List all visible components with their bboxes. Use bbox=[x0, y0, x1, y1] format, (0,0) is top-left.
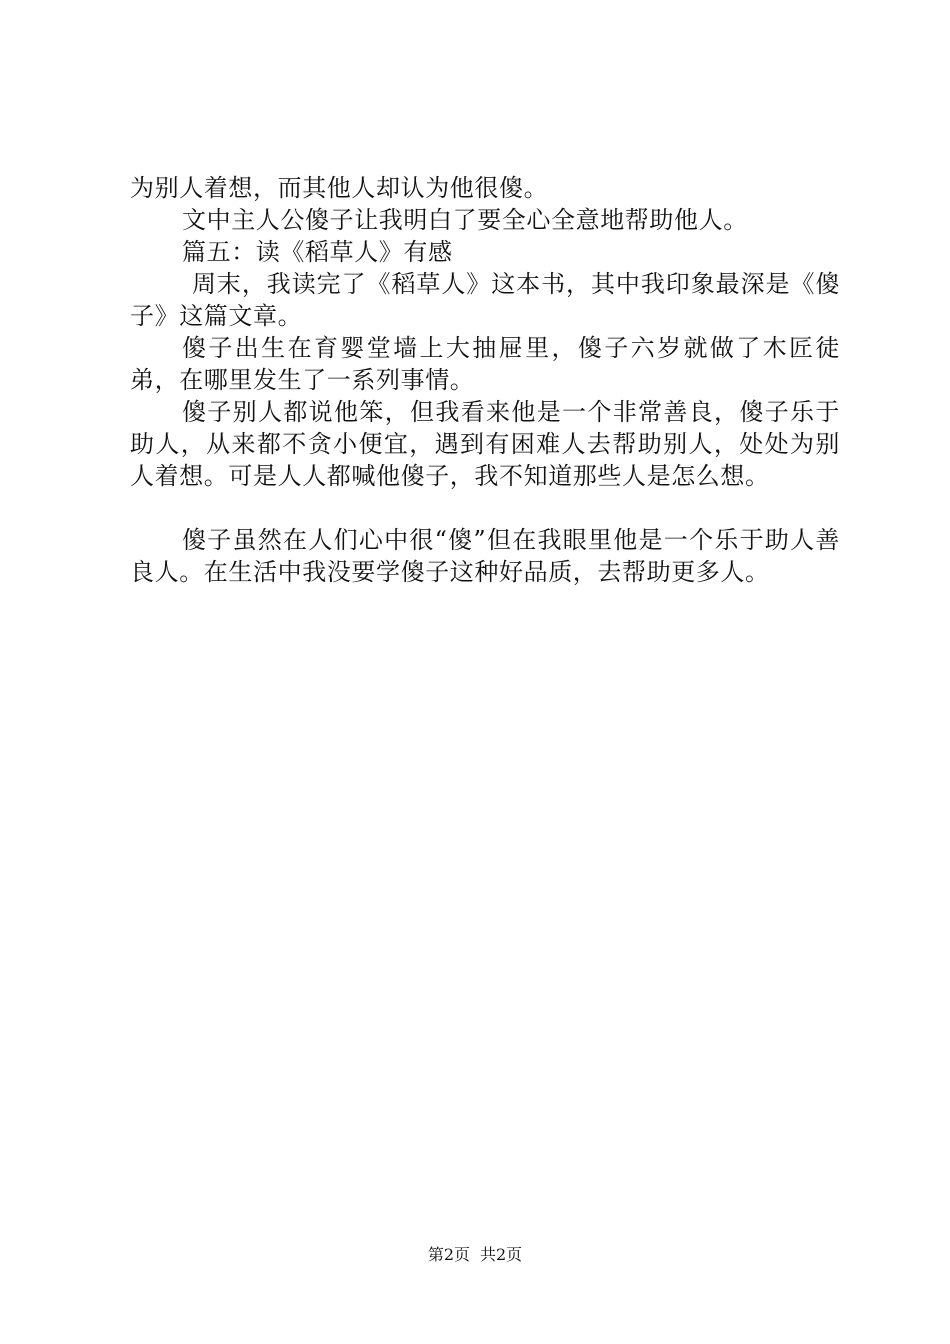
page-total: 共2页 bbox=[480, 1245, 523, 1264]
paragraph-conclusion: 傻子虽然在人们心中很“傻”但在我眼里他是一个乐于助人善良人。在生活中我没要学傻子这种好品质，去帮助更多人。 bbox=[130, 526, 840, 586]
paragraph-continuation: 为别人着想，而其他人却认为他很傻。 bbox=[130, 174, 549, 202]
page-number: 第2页 bbox=[427, 1245, 470, 1264]
paragraph-intro: 周末，我读完了《稻草人》这本书，其中我印象最深是《傻子》这篇文章。 bbox=[130, 270, 840, 330]
paragraph-background: 傻子出生在育婴堂墙上大抽屉里，傻子六岁就做了木匠徒弟，在哪里发生了一系列事情。 bbox=[130, 334, 840, 394]
page-footer bbox=[0, 1245, 950, 1265]
paragraph-protagonist-lesson: 文中主人公傻子让我明白了要全心全意地帮助他人。 bbox=[182, 206, 748, 234]
document-body bbox=[130, 172, 840, 588]
paragraph-character: 傻子别人都说他笨，但我看来他是一个非常善良，傻子乐于助人，从来都不贪小便宜，遇到有困难人去帮助别人，处处为别人着想。可是人人都喊他傻子，我不知道那些人是怎么想。 bbox=[130, 398, 840, 490]
section-heading: 篇五：读《稻草人》有感 bbox=[182, 238, 453, 266]
